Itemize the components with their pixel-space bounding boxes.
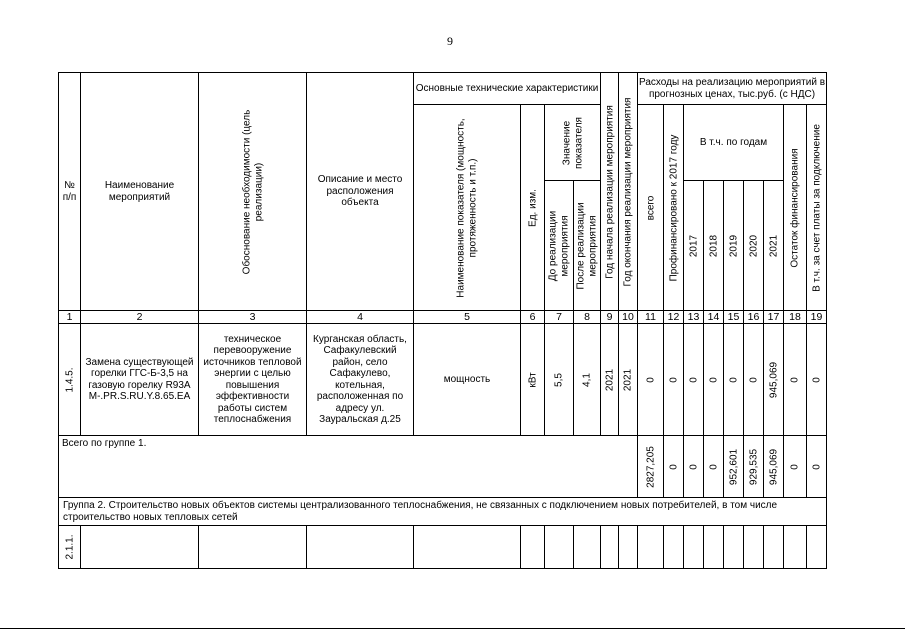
row-2020: 0 bbox=[744, 324, 764, 436]
col-num-15: 15 bbox=[724, 311, 744, 324]
header-by-years: В т.ч. по годам bbox=[684, 105, 784, 181]
col-num-14: 14 bbox=[704, 311, 724, 324]
col-num-8: 8 bbox=[574, 311, 601, 324]
col-num-5: 5 bbox=[414, 311, 521, 324]
row-total: 0 bbox=[638, 324, 664, 436]
total-2018: 0 bbox=[704, 436, 724, 498]
empty-cell bbox=[664, 526, 684, 569]
header-year-start: Год начала реализации мероприятия bbox=[601, 73, 619, 311]
empty-cell bbox=[784, 526, 807, 569]
row-num: 1.4.5. bbox=[59, 324, 81, 436]
col-num-12: 12 bbox=[664, 311, 684, 324]
total-2020: 929,535 bbox=[744, 436, 764, 498]
header-2020: 2020 bbox=[744, 181, 764, 311]
row-year-start: 2021 bbox=[601, 324, 619, 436]
header-2018: 2018 bbox=[704, 181, 724, 311]
total-2021: 945,069 bbox=[764, 436, 784, 498]
row-num-2-1-1: 2.1.1. bbox=[59, 526, 81, 569]
empty-cell bbox=[574, 526, 601, 569]
empty-cell bbox=[684, 526, 704, 569]
col-num-17: 17 bbox=[764, 311, 784, 324]
total-financed-2017: 0 bbox=[664, 436, 684, 498]
col-num-10: 10 bbox=[619, 311, 638, 324]
row-after: 4,1 bbox=[574, 324, 601, 436]
row-justification: техническое перевооружение источников тепловой энергии с целью повышения эффективности работы систем теплоснабжения bbox=[199, 324, 307, 436]
row-description: Курганская область, Сафакулевский район, село Сафакулево, котельная, расположенная по адресу ул. Зауральская д.25 bbox=[307, 324, 414, 436]
empty-cell bbox=[521, 526, 545, 569]
header-before: До реализации мероприятия bbox=[545, 181, 574, 311]
row-indicator: мощность bbox=[414, 324, 521, 436]
group-total-label: Всего по группе 1. bbox=[59, 436, 638, 498]
col-num-11: 11 bbox=[638, 311, 664, 324]
col-num-18: 18 bbox=[784, 311, 807, 324]
header-2019: 2019 bbox=[724, 181, 744, 311]
row-unit: кВт bbox=[521, 324, 545, 436]
empty-cell bbox=[545, 526, 574, 569]
col-num-9: 9 bbox=[601, 311, 619, 324]
empty-cell bbox=[81, 526, 199, 569]
table-row bbox=[59, 526, 827, 569]
empty-cell bbox=[601, 526, 619, 569]
header-description: Описание и место расположения объекта bbox=[307, 73, 414, 311]
row-before: 5,5 bbox=[545, 324, 574, 436]
header-indicator-name: Наименование показателя (мощность, протяженность и т.п.) bbox=[414, 105, 521, 311]
header-financed-2017: Профинансировано к 2017 году bbox=[664, 105, 684, 311]
total-connection-fee: 0 bbox=[807, 436, 827, 498]
row-2019: 0 bbox=[724, 324, 744, 436]
header-after: После реализации мероприятия bbox=[574, 181, 601, 311]
col-num-2: 2 bbox=[81, 311, 199, 324]
header-unit: Ед. изм. bbox=[521, 105, 545, 311]
col-num-19: 19 bbox=[807, 311, 827, 324]
empty-cell bbox=[807, 526, 827, 569]
header-total: всего bbox=[638, 105, 664, 311]
row-2018: 0 bbox=[704, 324, 724, 436]
col-num-13: 13 bbox=[684, 311, 704, 324]
header-year-end: Год окончания реализации мероприятия bbox=[619, 73, 638, 311]
col-num-3: 3 bbox=[199, 311, 307, 324]
investment-table bbox=[58, 72, 827, 569]
total-sum: 2827,205 bbox=[638, 436, 664, 498]
empty-cell bbox=[704, 526, 724, 569]
header-expenses-group: Расходы на реализацию мероприятий в прогнозных ценах, тыс.руб. (с НДС) bbox=[638, 73, 827, 105]
header-num: № п/п bbox=[59, 73, 81, 311]
page-bottom-border bbox=[0, 628, 905, 629]
header-2017: 2017 bbox=[684, 181, 704, 311]
empty-cell bbox=[619, 526, 638, 569]
group-total-row bbox=[59, 436, 827, 498]
page-number: 9 bbox=[447, 34, 453, 48]
empty-cell bbox=[638, 526, 664, 569]
empty-cell bbox=[307, 526, 414, 569]
header-value-group: Значение показателя bbox=[545, 105, 601, 181]
empty-cell bbox=[414, 526, 521, 569]
empty-cell bbox=[764, 526, 784, 569]
empty-cell bbox=[199, 526, 307, 569]
row-remaining: 0 bbox=[784, 324, 807, 436]
table-row bbox=[59, 324, 827, 436]
row-connection-fee: 0 bbox=[807, 324, 827, 436]
col-num-1: 1 bbox=[59, 311, 81, 324]
row-financed-2017: 0 bbox=[664, 324, 684, 436]
row-2017: 0 bbox=[684, 324, 704, 436]
col-num-6: 6 bbox=[521, 311, 545, 324]
header-connection-fee: В т.ч. за счет платы за подключение bbox=[807, 105, 827, 311]
total-2019: 952,601 bbox=[724, 436, 744, 498]
col-num-4: 4 bbox=[307, 311, 414, 324]
empty-cell bbox=[744, 526, 764, 569]
header-remaining: Остаток финансирования bbox=[784, 105, 807, 311]
row-name: Замена существующей горелки ГГС-Б-3,5 на газовую горелку R93A M-.PR.S.RU.Y.8.65.EA bbox=[81, 324, 199, 436]
empty-cell bbox=[724, 526, 744, 569]
header-2021: 2021 bbox=[764, 181, 784, 311]
header-justification: Обоснование необходимости (цель реализации) bbox=[199, 73, 307, 311]
header-name: Наименование мероприятий bbox=[81, 73, 199, 311]
col-num-7: 7 bbox=[545, 311, 574, 324]
row-2021: 945,069 bbox=[764, 324, 784, 436]
group2-title: Группа 2. Строительство новых объектов системы централизованного теплоснабжения, не связанных с подключением новых потребителей, в том числе строительство новых тепловых сетей bbox=[59, 498, 827, 526]
row-year-end: 2021 bbox=[619, 324, 638, 436]
total-2017: 0 bbox=[684, 436, 704, 498]
header-tech-group: Основные технические характеристики bbox=[414, 73, 601, 105]
col-num-16: 16 bbox=[744, 311, 764, 324]
total-remaining: 0 bbox=[784, 436, 807, 498]
